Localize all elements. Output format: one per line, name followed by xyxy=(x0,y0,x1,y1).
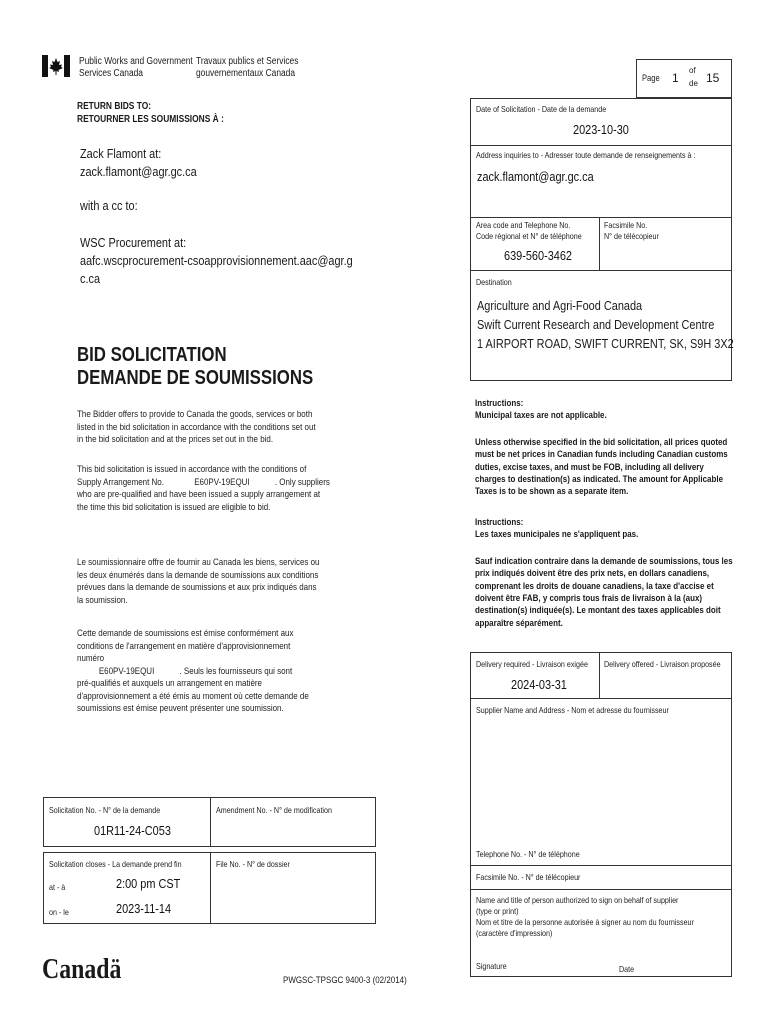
supplier-name-label: Supplier Name and Address - Nom et adresse du fournisseur xyxy=(476,705,669,715)
delivery-divider xyxy=(599,653,600,698)
phone-label-line: Code régional et N° de téléphone xyxy=(476,230,582,241)
divider xyxy=(471,698,731,699)
para-line: prévues dans la demande de soumissions et aux prix indiqués dans xyxy=(77,582,317,594)
return-bids-title xyxy=(77,101,224,126)
para-line: conditions de l'arrangement en matière d'approvisionnement xyxy=(77,640,291,652)
authorized-person-label xyxy=(476,895,694,939)
instructions-line: destination(s) indiquée(s). Le montant des taxes applicables doit xyxy=(475,605,721,617)
supply-arrangement-no: E60PV-19EQUI xyxy=(194,476,250,488)
delivery-required-label: Delivery required - Livraison exigée xyxy=(476,659,588,669)
para-line: soumissions est émise peuvent présenter une soumission. xyxy=(77,703,284,715)
auth-line: (type or print) xyxy=(476,906,519,917)
destination-line: 1 AIRPORT ROAD, SWIFT CURRENT, SK, S9H 3X2 xyxy=(477,335,734,351)
auth-line: Name and title of person authorized to sign on behalf of supplier xyxy=(476,895,679,905)
return-bids-line: RETURN BIDS TO: xyxy=(77,101,152,112)
divider xyxy=(471,270,731,271)
address-inquiries-value: zack.flamont@agr.gc.ca xyxy=(477,169,594,184)
instructions-line: apparaître séparément. xyxy=(475,617,563,629)
canada-wordmark-logo xyxy=(42,952,121,987)
para-line: d'approvisionnement a été émis au moment où cette demande de xyxy=(77,690,309,702)
delivery-required-value: 2024-03-31 xyxy=(511,677,567,692)
phone-label-line: Area code and Telephone No. xyxy=(476,220,571,230)
contact-name: Zack Flamont at: xyxy=(80,146,162,161)
date-of-solicitation-value: 2023-10-30 xyxy=(573,122,629,137)
instructions-line: Municipal taxes are not applicable. xyxy=(475,410,607,422)
para-line: This bid solicitation is issued in accordance with the conditions of xyxy=(77,464,307,475)
signature-label: Signature xyxy=(476,961,507,971)
signature-date-label: Date xyxy=(619,964,635,974)
destination-label: Destination xyxy=(476,277,512,287)
instructions-title: Instructions: xyxy=(475,398,524,409)
supply-arrangement-no-fr: E60PV-19EQUI xyxy=(98,665,155,677)
phone-value: 639-560-3462 xyxy=(504,248,573,263)
date-of-solicitation-label: Date of Solicitation - Date de la demande xyxy=(476,104,607,114)
dept-fr-line: gouvernementaux Canada xyxy=(196,68,296,79)
para-line: Cette demande de soumissions est émise conformément aux xyxy=(77,628,294,639)
divider xyxy=(471,865,731,866)
cc-label: with a cc to: xyxy=(80,198,138,213)
bid-para-en-2 xyxy=(77,464,330,514)
department-name-en xyxy=(79,56,193,80)
address-inquiries-label: Address inquiries to - Adresser toute demande de renseignements à : xyxy=(476,150,696,160)
instructions-line: Les taxes municipales ne s'appliquent pas. xyxy=(475,529,639,541)
solicitation-number-box xyxy=(43,797,376,847)
closes-label: Solicitation closes - La demande prend fin xyxy=(49,859,182,869)
cc-contact xyxy=(80,234,353,289)
destination-line: Swift Current Research and Development Centre xyxy=(477,316,715,332)
fax-label xyxy=(604,220,659,241)
instructions-fr-para xyxy=(475,556,733,630)
contact-email: zack.flamont@agr.gc.ca xyxy=(80,164,197,180)
auth-line: Nom et titre de la personne autorisée à signer au nom du fournisseur xyxy=(476,917,694,928)
para-line: in the bid solicitation and at the prices set out in the bid. xyxy=(77,434,274,446)
para-line: The Bidder offers to provide to Canada the goods, services or both xyxy=(77,409,313,420)
para-line: listed in the bid solicitation in accordance with the conditions set out xyxy=(77,421,316,433)
page-de-label: de xyxy=(689,79,698,88)
para-line xyxy=(77,477,330,490)
phone-fax-divider xyxy=(599,217,600,270)
solicitation-no-value: 01R11-24-C053 xyxy=(94,823,171,838)
cc-email-line: c.ca xyxy=(80,271,101,287)
instructions-title: Instructions: xyxy=(475,517,524,528)
para-line: la soumission. xyxy=(77,594,128,606)
closes-divider xyxy=(210,853,211,923)
dept-en-line: Services Canada xyxy=(79,68,143,79)
instructions-line: Sauf indication contraire dans la demande de soumissions, tous les xyxy=(475,556,733,567)
closes-at-label: at - à xyxy=(49,882,66,892)
destination-line: Agriculture and Agri-Food Canada xyxy=(477,298,643,313)
bid-para-fr-2 xyxy=(77,628,309,716)
divider xyxy=(471,217,731,218)
instructions-en xyxy=(475,398,607,423)
page-total: 15 xyxy=(706,71,720,85)
para-line: les deux énumérés dans la demande de soumissions aux conditions xyxy=(77,569,319,581)
cc-name: WSC Procurement at: xyxy=(80,235,187,250)
page-of-label: of xyxy=(689,66,696,75)
cc-email-line: aafc.wscprocurement-csoapprovisionnement.aac@agr.g xyxy=(80,253,353,269)
para-line: who are pre-qualified and have been issued a supply arrangement at xyxy=(77,489,321,501)
para-line: Le soumissionnaire offre de fournir au Canada les biens, services ou xyxy=(77,557,320,568)
para-line: numéro xyxy=(77,653,105,665)
delivery-supplier-box xyxy=(470,652,732,977)
solicitation-closes-box xyxy=(43,852,376,924)
right-info-box xyxy=(470,98,732,381)
bid-para-fr-1 xyxy=(77,557,319,607)
instructions-line: Unless otherwise specified in the bid solicitation, all prices quoted xyxy=(475,437,728,448)
bid-para-en-1 xyxy=(77,409,316,447)
instructions-line: Taxes is to be shown as a separate item. xyxy=(475,486,629,498)
instructions-line: prix indiqués doivent être des prix nets, en dollars canadiens, xyxy=(475,568,710,580)
para-line: the time this bid solicitation is issued are eligible to bid. xyxy=(77,501,271,513)
instructions-line: doivent être FAB, y compris tous frais de livraison à la (aux) xyxy=(475,593,703,605)
instructions-fr xyxy=(475,517,638,542)
fax-label-line: N° de télécopieur xyxy=(604,230,659,241)
page-number-box xyxy=(636,59,732,98)
closes-on-value: 2023-11-14 xyxy=(116,901,172,916)
supplier-telephone-label: Telephone No. - N° de téléphone xyxy=(476,849,580,859)
divider xyxy=(471,889,731,890)
instructions-line: charges to destination(s) as indicated. The amount for Applicable xyxy=(475,474,724,486)
supplier-fax-label: Facsimile No. - N° de télécopieur xyxy=(476,872,581,882)
bid-title-line: BID SOLICITATION xyxy=(77,344,227,366)
file-no-label: File No. - N° de dossier xyxy=(216,859,290,869)
canada-wordmark: Canadä xyxy=(42,954,122,985)
closes-on-label: on - le xyxy=(49,907,69,917)
return-contact xyxy=(80,145,197,181)
fax-label-line: Facsimile No. xyxy=(604,220,648,230)
phone-label xyxy=(476,220,582,241)
destination-address xyxy=(477,297,734,354)
department-name-fr xyxy=(196,56,298,80)
page-current: 1 xyxy=(672,71,679,85)
instructions-line: must be net prices in Canadian funds including Canadian customs xyxy=(475,449,728,461)
dept-en-line: Public Works and Government xyxy=(79,56,193,67)
return-bids-line: RETOURNER LES SOUMISSIONS À : xyxy=(77,113,224,125)
supply-prefix: Supply Arrangement No. xyxy=(77,476,164,488)
instructions-line: comprenant les droits de douane canadiens, la taxe d'accise et xyxy=(475,580,714,592)
solicitation-no-label: Solicitation No. - N° de la demande xyxy=(49,805,161,815)
instructions-line: duties, excise taxes, and must be FOB, including all delivery xyxy=(475,461,704,473)
dept-fr-line: Travaux publics et Services xyxy=(196,56,299,67)
divider xyxy=(471,145,731,146)
bid-solicitation-title xyxy=(77,344,313,390)
bid-title-line: DEMANDE DE SOUMISSIONS xyxy=(77,367,314,389)
auth-line: (caractère d'impression) xyxy=(476,928,553,939)
delivery-offered-label: Delivery offered - Livraison proposée xyxy=(604,659,721,669)
page-label: Page xyxy=(642,73,660,83)
instructions-en-para xyxy=(475,437,728,499)
form-number: PWGSC-TPSGC 9400-3 (02/2014) xyxy=(283,975,407,986)
canada-flag-icon xyxy=(42,55,70,77)
solicitation-divider xyxy=(210,798,211,846)
supply-suffix: . Only suppliers xyxy=(274,476,330,488)
amendment-no-label: Amendment No. - N° de modification xyxy=(216,805,332,815)
para-line: pré-qualifiés et auxquels un arrangement en matière xyxy=(77,678,262,690)
closes-at-value: 2:00 pm CST xyxy=(116,876,181,891)
supply-suffix-fr: . Seuls les fournisseurs qui sont xyxy=(179,665,293,677)
para-line xyxy=(77,666,309,679)
